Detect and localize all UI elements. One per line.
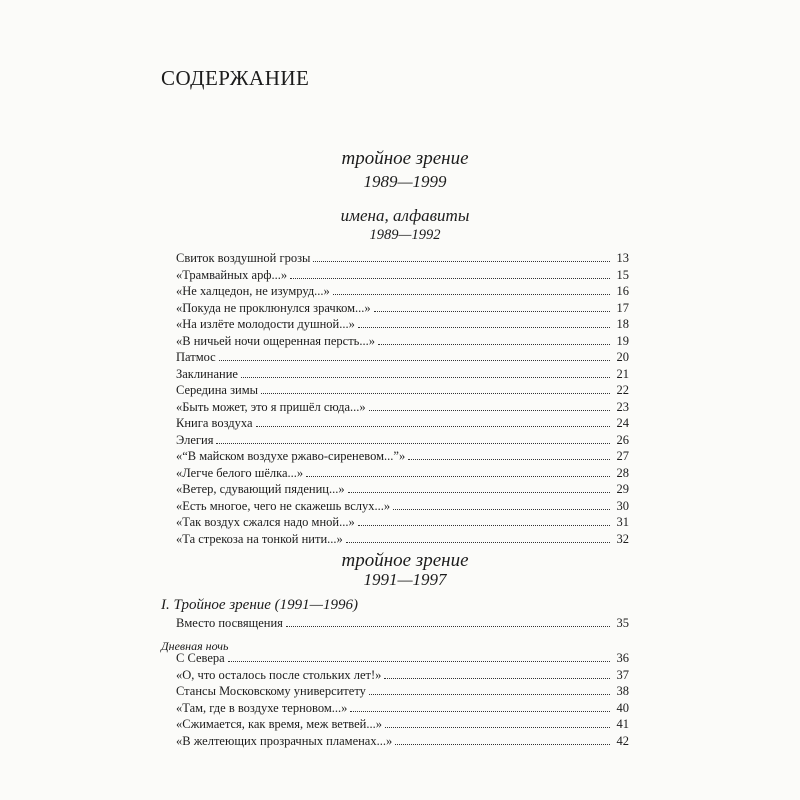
toc-entry-title: Заклинание	[176, 366, 238, 381]
subsection-heading: Дневная ночь	[161, 639, 229, 653]
toc-leader-dots	[374, 311, 610, 312]
toc-entry-page: 22	[616, 383, 629, 397]
toc-entry-title: «Трамвайных арф...»	[176, 267, 288, 282]
toc-leader-dots	[216, 443, 610, 444]
toc-entry-title: «“В майском воздухе ржаво-сиреневом...”»	[176, 449, 406, 463]
toc-leader-dots	[313, 261, 610, 262]
toc-entry	[176, 615, 629, 632]
toc-leader-dots	[219, 360, 610, 361]
toc-entry-page: 27	[616, 449, 629, 463]
toc-entry-title: Вместо посвящения	[176, 616, 283, 630]
toc-leader-dots	[306, 476, 610, 477]
section1-years: 1989—1992	[369, 227, 441, 243]
toc-entry	[176, 465, 629, 482]
book-title: тройное зрение	[341, 148, 469, 169]
toc-entry	[176, 498, 629, 515]
part-toc	[176, 615, 629, 632]
toc-entry-title: «Быть может, это я пришёл сюда...»	[176, 399, 366, 414]
toc-entry	[176, 733, 629, 750]
toc-entry-title: Элегия	[176, 432, 214, 447]
toc-leader-dots	[256, 426, 610, 427]
toc-leader-dots	[228, 661, 610, 662]
toc-entry	[176, 300, 629, 317]
toc-entry	[176, 333, 629, 350]
toc-entry-title: С Севера	[176, 651, 225, 665]
toc-entry-page: 16	[616, 284, 629, 298]
toc-entry-title: «Есть многое, чего не скажешь вслух...»	[176, 498, 391, 513]
toc-leader-dots	[395, 744, 610, 745]
section2-title: тройное зрение	[341, 550, 469, 571]
toc-leader-dots	[358, 525, 610, 526]
toc-leader-dots	[385, 727, 610, 728]
toc-entry-page: 21	[616, 366, 629, 381]
toc-leader-dots	[369, 410, 610, 411]
toc-entry	[176, 481, 629, 498]
toc-entry	[176, 415, 629, 432]
toc-entry	[176, 531, 629, 548]
toc-entry-page: 17	[616, 300, 629, 315]
toc-entry-page: 26	[616, 432, 629, 447]
toc-entry-page: 35	[616, 616, 629, 630]
toc-entry-title: «Так воздух сжался надо мной...»	[176, 515, 355, 529]
toc-entry-page: 31	[616, 515, 629, 529]
toc-entry-page: 28	[616, 465, 629, 480]
toc-entry	[176, 399, 629, 416]
toc-entry-page: 15	[616, 267, 629, 282]
toc-entry-title: «Легче белого шёлка...»	[176, 465, 304, 480]
toc-entry-title: Патмос	[176, 350, 216, 364]
toc-entry	[176, 283, 629, 300]
toc-entry-page: 40	[616, 700, 629, 715]
toc-entry-page: 13	[616, 251, 629, 265]
toc-entry-page: 19	[616, 333, 629, 348]
toc-entry-page: 36	[616, 651, 629, 665]
toc-leader-dots	[358, 327, 610, 328]
toc-entry-page: 30	[616, 498, 629, 513]
toc-entry	[176, 316, 629, 333]
toc-entry-title: Середина зимы	[176, 383, 259, 397]
toc-entry-title: Стансы Московскому университету	[176, 684, 366, 698]
toc-entry-page: 37	[616, 667, 629, 682]
toc-entry-title: «О, что осталось после стольких лет!»	[176, 667, 382, 682]
toc-entry-page: 24	[616, 416, 629, 430]
toc-entry	[176, 250, 629, 267]
toc-entry	[176, 432, 629, 449]
book-years: 1989—1999	[363, 172, 447, 191]
section2-years: 1991—1997	[363, 570, 447, 589]
section1-title: имена, алфавиты	[340, 206, 470, 225]
toc-leader-dots	[241, 377, 610, 378]
toc-entry-page: 41	[616, 717, 629, 731]
toc-entry-page: 38	[616, 684, 629, 698]
subsection-toc	[176, 650, 629, 749]
toc-leader-dots	[346, 542, 610, 543]
toc-entry	[176, 382, 629, 399]
section1-toc	[176, 250, 629, 547]
toc-entry-page: 29	[616, 482, 629, 496]
toc-entry	[176, 700, 629, 717]
toc-entry	[176, 683, 629, 700]
toc-leader-dots	[378, 344, 610, 345]
toc-entry-title: «Ветер, сдувающий пядениц...»	[176, 482, 345, 496]
toc-leader-dots	[290, 278, 610, 279]
toc-entry	[176, 667, 629, 684]
toc-entry-title: «В ничьей ночи ощеренная персть...»	[176, 333, 376, 348]
toc-entry	[176, 349, 629, 366]
toc-entry-title: «Там, где в воздухе терновом...»	[176, 700, 348, 715]
toc-entry-title: «Покуда не проклюнулся зрачком...»	[176, 300, 371, 315]
toc-entry-page: 23	[616, 399, 629, 414]
toc-leader-dots	[384, 678, 610, 679]
toc-leader-dots	[408, 459, 610, 460]
toc-entry-page: 42	[616, 733, 629, 748]
toc-entry-title: «Та стрекоза на тонкой нити...»	[176, 531, 343, 546]
toc-entry-title: Свиток воздушной грозы	[176, 251, 311, 265]
toc-leader-dots	[348, 492, 610, 493]
toc-leader-dots	[369, 694, 610, 695]
toc-leader-dots	[286, 626, 610, 627]
toc-entry-page: 18	[616, 317, 629, 331]
toc-entry	[176, 716, 629, 733]
toc-leader-dots	[333, 294, 610, 295]
toc-entry-title: Книга воздуха	[176, 416, 253, 430]
toc-entry-title: «Не халцедон, не изумруд...»	[176, 284, 330, 298]
toc-entry-page: 32	[616, 531, 629, 546]
page-title: СОДЕРЖАНИЕ	[161, 66, 310, 90]
toc-entry	[176, 650, 629, 667]
toc-entry	[176, 366, 629, 383]
toc-leader-dots	[261, 393, 610, 394]
toc-entry	[176, 448, 629, 465]
toc-entry	[176, 514, 629, 531]
toc-entry	[176, 267, 629, 284]
toc-entry-title: «Сжимается, как время, меж ветвей...»	[176, 717, 382, 731]
part-heading: I. Тройное зрение (1991—1996)	[161, 597, 358, 613]
toc-entry-title: «На излёте молодости душной...»	[176, 317, 355, 331]
toc-entry-page: 20	[616, 350, 629, 364]
toc-leader-dots	[393, 509, 610, 510]
toc-leader-dots	[350, 711, 610, 712]
toc-entry-title: «В желтеющих прозрачных пламенах...»	[176, 733, 393, 748]
